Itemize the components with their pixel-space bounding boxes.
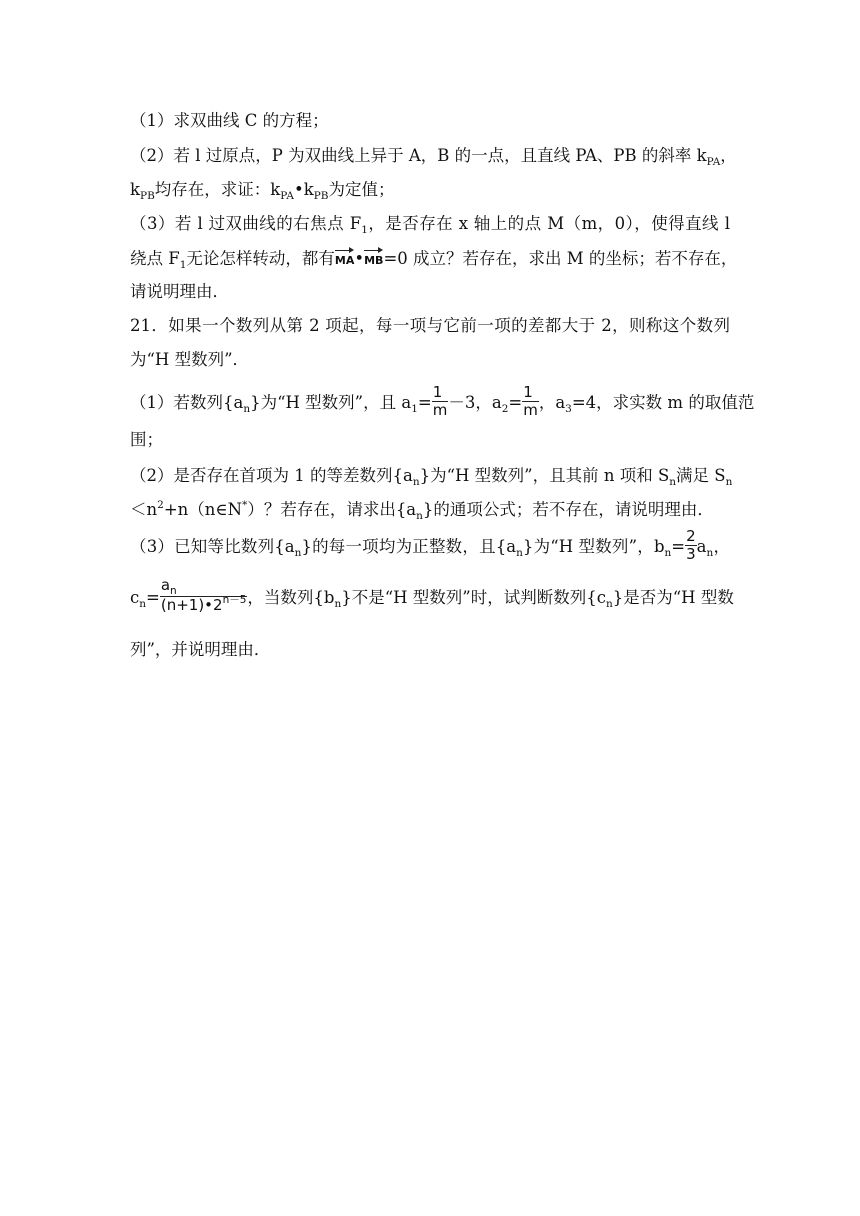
subscript: PA bbox=[280, 190, 294, 202]
text-segment: a bbox=[696, 537, 707, 556]
fraction-cn-formula bbox=[160, 578, 248, 615]
subscript: n bbox=[412, 476, 420, 488]
fraction-numerator: 1 bbox=[523, 383, 533, 401]
q20-part3-line1 bbox=[130, 214, 730, 236]
fraction-denominator: m bbox=[523, 401, 538, 419]
text-segment: 均存在，求证：k bbox=[154, 180, 281, 199]
q21-part1-line1 bbox=[130, 383, 755, 420]
text-segment: (n+1)•2 bbox=[160, 596, 223, 614]
subscript: n bbox=[706, 547, 714, 559]
text-segment: ， bbox=[713, 537, 730, 556]
text-segment: k bbox=[130, 180, 140, 199]
vector-MA: MA bbox=[335, 248, 354, 271]
text-segment: }为“H 型数列”，b bbox=[522, 537, 665, 556]
text-segment: （3）若 l 过双曲线的右焦点 F bbox=[130, 214, 362, 233]
text-segment: （1）若数列{a bbox=[130, 393, 244, 412]
subscript: PB bbox=[313, 190, 329, 202]
text-segment: ＜n bbox=[130, 500, 158, 519]
text-segment: }的每一项均为正整数，且{a bbox=[301, 537, 517, 556]
text-segment: }是否为“H 型数 bbox=[612, 588, 734, 607]
text-segment: +n（n∈N bbox=[163, 500, 243, 519]
text-segment: 围； bbox=[130, 430, 163, 449]
text-segment: a bbox=[160, 576, 171, 594]
q20-part1 bbox=[130, 111, 730, 133]
text-segment: 为“H 型数列”． bbox=[130, 350, 250, 369]
subscript: n bbox=[170, 585, 177, 597]
text-segment: 请说明理由． bbox=[130, 282, 229, 301]
subscript: PB bbox=[140, 190, 155, 202]
text-segment: =4，求实数 m 的取值范 bbox=[571, 393, 755, 412]
text-segment: = bbox=[417, 393, 432, 412]
text-segment: 无论怎样转动，都有 bbox=[186, 249, 335, 268]
fraction-1-over-m-2 bbox=[522, 385, 539, 418]
text-segment: ，是否存在 x 轴上的点 M（m，0），使得直线 l bbox=[367, 214, 730, 233]
subscript: n bbox=[669, 476, 677, 488]
subscript: PA bbox=[706, 156, 721, 168]
q21-part3-line1 bbox=[130, 527, 730, 564]
text-segment: }的通项公式；若不存在，请说明理由． bbox=[422, 500, 714, 519]
fraction-2-over-3 bbox=[685, 529, 697, 562]
text-segment: ， bbox=[720, 146, 737, 165]
subscript: 1 bbox=[179, 259, 187, 271]
text-segment: •k bbox=[293, 180, 314, 199]
subscript: n bbox=[605, 598, 613, 610]
q21-part3-line2 bbox=[130, 576, 734, 618]
text-segment: （2）若 l 过原点，P 为双曲线上异于 A，B 的一点，且直线 PA、PB 的斜率 k bbox=[130, 146, 707, 165]
text-segment: =0 成立？若存在，求出 M 的坐标；若不存在， bbox=[383, 249, 738, 268]
text-segment: －3，a bbox=[448, 393, 502, 412]
text-segment: （2）是否存在首项为 1 的等差数列{a bbox=[130, 466, 413, 485]
q21-part2-line1 bbox=[130, 466, 733, 488]
text-segment: （3）已知等比数列{a bbox=[130, 537, 295, 556]
text-segment: ，a bbox=[538, 393, 566, 412]
text-segment: 满足 S bbox=[676, 466, 726, 485]
q21-part2-line2 bbox=[130, 500, 730, 522]
subscript: 2 bbox=[501, 403, 509, 415]
subscript: 3 bbox=[565, 403, 572, 415]
subscript: n bbox=[416, 510, 423, 522]
q21-part3-line3 bbox=[130, 640, 730, 662]
fraction-1-over-m bbox=[432, 385, 449, 418]
subscript: n bbox=[725, 476, 733, 488]
fraction-denominator: 3 bbox=[686, 545, 696, 563]
fraction-numerator: 2 bbox=[686, 527, 696, 545]
text-segment: 列”，并说明理由． bbox=[130, 640, 271, 659]
fraction-denominator: m bbox=[432, 401, 448, 419]
q21-intro-line1 bbox=[130, 316, 730, 338]
fraction-numerator: 1 bbox=[432, 383, 443, 401]
q20-part1-text: （1）求双曲线 C 的方程； bbox=[130, 111, 329, 130]
subscript: n bbox=[664, 547, 672, 559]
text-segment: }不是“H 型数列”时，试判断数列{c bbox=[341, 588, 606, 607]
fraction-denominator bbox=[160, 594, 248, 615]
subscript: n bbox=[334, 598, 342, 610]
subscript: n bbox=[516, 547, 523, 559]
dot-operator: • bbox=[354, 249, 365, 268]
q21-part1-line2 bbox=[130, 430, 730, 452]
subscript: 1 bbox=[411, 403, 418, 415]
superscript: 2 bbox=[157, 499, 164, 511]
text-segment: 为定值； bbox=[328, 180, 395, 199]
text-segment: = bbox=[671, 537, 686, 556]
vector-MB: MB bbox=[364, 248, 383, 271]
text-segment: }为“H 型数列”，且 a bbox=[250, 393, 412, 412]
text-segment: 绕点 F bbox=[130, 249, 180, 268]
subscript: n bbox=[243, 403, 251, 415]
q20-part3-line2 bbox=[130, 248, 738, 271]
text-segment: ）？若存在，请求出{a bbox=[247, 500, 417, 519]
text-segment: c bbox=[130, 588, 140, 607]
subscript: n bbox=[139, 598, 147, 610]
q20-part3-line3 bbox=[130, 282, 730, 304]
fraction-numerator bbox=[160, 578, 248, 595]
text-segment: = bbox=[146, 588, 160, 607]
superscript: n－5 bbox=[222, 594, 247, 606]
superscript: * bbox=[242, 499, 248, 511]
q20-part2-line2 bbox=[130, 180, 730, 202]
text-segment: }为“H 型数列”，且其前 n 项和 S bbox=[419, 466, 670, 485]
text-segment: ，当数列{b bbox=[247, 588, 335, 607]
q20-part2-line1 bbox=[130, 146, 737, 168]
subscript: 1 bbox=[361, 224, 368, 236]
subscript: n bbox=[294, 547, 302, 559]
text-segment: = bbox=[508, 393, 523, 412]
text-segment: 21．如果一个数列从第 2 项起，每一项与它前一项的差都大于 2，则称这个数列 bbox=[130, 316, 730, 335]
q21-intro-line2 bbox=[130, 350, 730, 372]
